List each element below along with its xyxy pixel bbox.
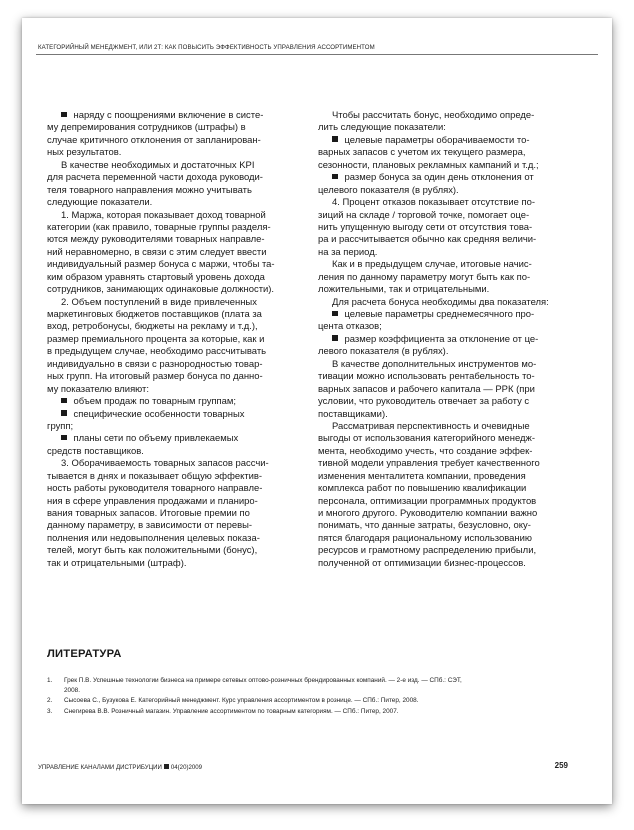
line-text: так и отрицательными (штраф). bbox=[47, 557, 187, 569]
line-text: му депремирования сотрудников (штрафы) в bbox=[47, 122, 246, 134]
text-line bbox=[318, 272, 566, 284]
line-text: Для расчета бонуса необходимы два показателя: bbox=[332, 296, 549, 308]
line-text: сотрудников, занимающих одинаковые должности). bbox=[47, 284, 275, 296]
line-text: выгоды от использования категорийного менедж- bbox=[318, 433, 536, 445]
line-text: ресурсов и грамотному распределению прибыли, bbox=[318, 545, 537, 557]
text-line bbox=[318, 421, 566, 433]
line-text: следующие показатели. bbox=[47, 197, 153, 209]
line-text: телей, могут быть как положительными (бонус), bbox=[47, 545, 258, 557]
text-line bbox=[318, 222, 566, 234]
text-line bbox=[47, 346, 295, 358]
line-text: ных групп. На итоговый размер бонуса по данно- bbox=[47, 371, 263, 383]
text-line bbox=[47, 409, 295, 421]
header-rule bbox=[36, 54, 598, 55]
text-line bbox=[47, 321, 295, 333]
text-line bbox=[47, 558, 295, 570]
text-line bbox=[47, 446, 295, 458]
text-line bbox=[47, 396, 295, 408]
line-text: ются между руководителями товарных направле- bbox=[47, 234, 265, 246]
line-text: Рассматривая перспективность и очевидные bbox=[332, 420, 530, 432]
reference-item bbox=[47, 696, 592, 706]
reference-text: Грек П.В. Успешные технологии бизнеса на примере сетевых оптово-розничных брендированных компаний. — 2-е изд. — СПб.: СЭТ, bbox=[64, 677, 462, 684]
line-text: цента отказов; bbox=[318, 321, 382, 333]
text-line bbox=[318, 147, 566, 159]
text-line bbox=[318, 371, 566, 383]
text-line bbox=[318, 210, 566, 222]
line-text: полнения или недовыполнения целевых показа- bbox=[47, 532, 260, 544]
text-line bbox=[318, 533, 566, 545]
line-text: лить следующие показатели: bbox=[318, 122, 446, 134]
text-line bbox=[318, 558, 566, 570]
line-text: В качестве необходимых и достаточных KPI bbox=[61, 159, 255, 171]
text-line bbox=[47, 508, 295, 520]
text-line bbox=[318, 334, 566, 346]
text-line bbox=[47, 371, 295, 383]
text-line bbox=[318, 284, 566, 296]
line-text: категории (как правило, товарные группы разделя- bbox=[47, 221, 271, 233]
issue-number: 04(20)2009 bbox=[170, 764, 203, 771]
left-column bbox=[47, 110, 295, 570]
text-line bbox=[47, 520, 295, 532]
line-text: вания товарных запасов. Итоговые премии по bbox=[47, 508, 250, 519]
text-line bbox=[318, 384, 566, 396]
square-bullet-icon bbox=[164, 764, 169, 769]
line-text: тывается в днях и показывает общую эффектив- bbox=[47, 470, 263, 482]
text-line bbox=[47, 160, 295, 172]
journal-name: УПРАВЛЕНИЕ КАНАЛАМИ ДИСТРИБУЦИИ bbox=[38, 764, 162, 771]
line-text: ных результатов. bbox=[47, 147, 122, 159]
text-line bbox=[47, 433, 295, 445]
line-text: и многого другого. Руководителю компании важно bbox=[318, 508, 538, 519]
reference-text: Сысоева С., Бузукова Е. Категорийный менеджмент. Курс управления ассортиментом в рознице. — СПб.: Питер, 2008. bbox=[64, 697, 419, 705]
text-line bbox=[47, 210, 295, 222]
line-text: левого показателя (в рублях). bbox=[318, 346, 449, 358]
line-text: персонала, оптимизации программных продуктов bbox=[318, 495, 537, 507]
text-line bbox=[47, 334, 295, 346]
line-text: целевые параметры оборачиваемости то- bbox=[344, 134, 530, 146]
line-text: наряду с поощрениями включение в систе- bbox=[73, 110, 264, 121]
text-line bbox=[47, 421, 295, 433]
line-text: размер бонуса за один день отклонения от bbox=[344, 172, 534, 184]
text-line bbox=[318, 346, 566, 358]
line-text: полученной от оптимизации бизнес-процессов. bbox=[318, 557, 526, 569]
line-text: на за период. bbox=[318, 246, 378, 258]
line-text: объем продаж по товарным группам; bbox=[73, 396, 237, 408]
text-line bbox=[47, 135, 295, 147]
line-text: планы сети по объему привлекаемых bbox=[73, 433, 239, 445]
square-bullet-icon bbox=[61, 398, 67, 404]
line-text: индивидуальный размер бонуса с маржи, чтобы та- bbox=[47, 259, 275, 271]
text-line bbox=[318, 309, 566, 321]
text-line bbox=[318, 520, 566, 532]
text-line bbox=[47, 110, 295, 122]
running-head: КАТЕГОРИЙНЫЙ МЕНЕДЖМЕНТ, ИЛИ 2Т: КАК ПОВЫСИТЬ ЭФФЕКТИВНОСТЬ УПРАВЛЕНИЯ АССОРТИМЕНТОМ bbox=[38, 44, 375, 51]
text-line bbox=[47, 471, 295, 483]
line-text: поставщиками). bbox=[318, 408, 388, 420]
square-bullet-icon bbox=[332, 136, 338, 142]
page-number: 259 bbox=[554, 761, 568, 770]
text-line bbox=[47, 384, 295, 396]
line-text: ра и рассчитывается обычно как средняя величи- bbox=[318, 234, 537, 246]
line-text: ность работы руководителя товарного направле- bbox=[47, 483, 263, 495]
line-text: изменения менталитета компании, проведения bbox=[318, 470, 526, 482]
text-line bbox=[47, 172, 295, 184]
square-bullet-icon bbox=[61, 435, 67, 441]
line-text: целевые параметры среднемесячного про- bbox=[344, 309, 535, 320]
text-line bbox=[318, 471, 566, 483]
line-text: ний неравномерно, в связи с этим следует ввести bbox=[47, 246, 267, 258]
text-line bbox=[318, 433, 566, 445]
square-bullet-icon bbox=[61, 410, 67, 416]
text-line bbox=[318, 172, 566, 184]
text-line bbox=[47, 222, 295, 234]
line-text: в предыдущем случае, необходимо рассчитывать bbox=[47, 346, 267, 358]
text-line bbox=[47, 197, 295, 209]
line-text: пятся благодаря рациональному использованию bbox=[318, 532, 532, 544]
line-text: тивации можно использовать рентабельность то- bbox=[318, 371, 535, 383]
line-text: В качестве дополнительных инструментов мо- bbox=[332, 358, 537, 370]
text-line bbox=[47, 483, 295, 495]
text-line bbox=[318, 135, 566, 147]
line-text: зиций на складе / торговой точке, помогает оце- bbox=[318, 209, 530, 221]
line-text: маркетинговых бюджетов поставщиков (плата за bbox=[47, 309, 262, 320]
text-line bbox=[318, 483, 566, 495]
text-line bbox=[318, 234, 566, 246]
line-text: случае критичного отклонения от запланирован- bbox=[47, 134, 261, 146]
line-text: 4. Процент отказов показывает отсутствие по- bbox=[332, 197, 536, 209]
square-bullet-icon bbox=[61, 112, 67, 118]
text-line bbox=[318, 321, 566, 333]
line-text: групп; bbox=[47, 420, 74, 432]
text-line bbox=[47, 259, 295, 271]
square-bullet-icon bbox=[332, 335, 338, 341]
text-line bbox=[47, 533, 295, 545]
line-text: Как и в предыдущем случае, итоговые начис- bbox=[332, 259, 532, 271]
line-text: индивидуально в связи с разнородностью товар- bbox=[47, 358, 263, 370]
line-text: специфические особенности товарных bbox=[73, 408, 245, 420]
line-text: понимать, что данные затраты, безусловно, оку- bbox=[318, 520, 531, 532]
reference-number: 1. bbox=[47, 677, 53, 684]
text-line bbox=[47, 147, 295, 159]
text-line bbox=[318, 297, 566, 309]
text-line bbox=[47, 272, 295, 284]
line-text: 2. Объем поступлений в виде привлеченных bbox=[61, 296, 257, 308]
text-line bbox=[318, 197, 566, 209]
line-text: ким образом уравнять стартовый уровень дохода bbox=[47, 271, 265, 283]
text-line bbox=[318, 185, 566, 197]
text-line bbox=[318, 545, 566, 557]
text-line bbox=[47, 122, 295, 134]
text-line bbox=[318, 446, 566, 458]
line-text: ния в сфере управления продажами и планиро- bbox=[47, 495, 258, 507]
line-text: для расчета переменной части дохода руководи- bbox=[47, 172, 263, 184]
text-line bbox=[47, 185, 295, 197]
line-text: ложительными, так и отрицательными. bbox=[318, 284, 490, 296]
line-text: мента, необходимо учесть, что создание эффек- bbox=[318, 445, 533, 457]
text-line bbox=[47, 234, 295, 246]
line-text: сезонности, плановых рекламных кампаний и т.д.; bbox=[318, 159, 539, 171]
journal-page bbox=[22, 18, 612, 804]
reference-list bbox=[47, 676, 592, 717]
line-text: условии, что руководитель отвечает за работу с bbox=[318, 396, 530, 408]
text-line bbox=[47, 309, 295, 321]
line-text: Чтобы рассчитать бонус, необходимо опреде- bbox=[332, 110, 535, 121]
line-text: вход, ретробонусы, бюджеты на рекламу и т.д.), bbox=[47, 321, 258, 333]
literature-title: ЛИТЕРАТУРА bbox=[47, 648, 122, 660]
right-column bbox=[318, 110, 566, 570]
line-text: теля товарного направления можно учитывать bbox=[47, 184, 252, 196]
line-text: средств поставщиков. bbox=[47, 445, 144, 457]
text-line bbox=[318, 359, 566, 371]
footer-journal bbox=[38, 764, 202, 771]
reference-text: 2008. bbox=[64, 687, 80, 695]
text-line bbox=[47, 496, 295, 508]
line-text: размер премиального процента за которые, как и bbox=[47, 333, 265, 345]
line-text: му показателю влияют: bbox=[47, 383, 150, 395]
line-text: комплекса работ по повышению квалификации bbox=[318, 483, 527, 495]
text-line bbox=[318, 409, 566, 421]
text-line bbox=[47, 284, 295, 296]
text-line bbox=[47, 458, 295, 470]
reference-number: 3. bbox=[47, 707, 53, 715]
line-text: нить упущенную выгоду сети от отсутствия това- bbox=[318, 221, 533, 233]
square-bullet-icon bbox=[332, 174, 338, 180]
line-text: ления по данному параметру могут быть как по- bbox=[318, 271, 531, 283]
text-line bbox=[318, 458, 566, 470]
text-line bbox=[47, 545, 295, 557]
text-line bbox=[318, 508, 566, 520]
text-line bbox=[318, 496, 566, 508]
text-line bbox=[318, 122, 566, 134]
line-text: 3. Оборачиваемость товарных запасов рассчи- bbox=[61, 458, 269, 470]
reference-item bbox=[47, 676, 592, 696]
square-bullet-icon bbox=[332, 311, 338, 317]
line-text: целевого показателя (в рублях). bbox=[318, 184, 459, 196]
text-line bbox=[318, 110, 566, 122]
text-line bbox=[318, 247, 566, 259]
reference-number: 2. bbox=[47, 697, 53, 705]
text-line bbox=[47, 297, 295, 309]
text-line bbox=[318, 259, 566, 271]
text-line bbox=[318, 396, 566, 408]
line-text: размер коэффициента за отклонение от це- bbox=[344, 333, 539, 345]
line-text: данному параметру, в зависимости от перевы- bbox=[47, 520, 253, 532]
line-text: тивной модели управления требует качественного bbox=[318, 458, 540, 470]
text-line bbox=[47, 359, 295, 371]
line-text: варных запасов с учетом их текущего размера, bbox=[318, 147, 526, 159]
reference-item bbox=[47, 707, 592, 717]
text-line bbox=[318, 160, 566, 172]
reference-text: Снегирева В.В. Розничный магазин. Управление ассортиментом по товарным категориям. — СПб.: Питер, 2007. bbox=[64, 707, 399, 715]
text-line bbox=[47, 247, 295, 259]
line-text: 1. Маржа, которая показывает доход товарной bbox=[61, 209, 266, 221]
line-text: варных запасов и рабочего капитала — РРК (при bbox=[318, 383, 535, 395]
